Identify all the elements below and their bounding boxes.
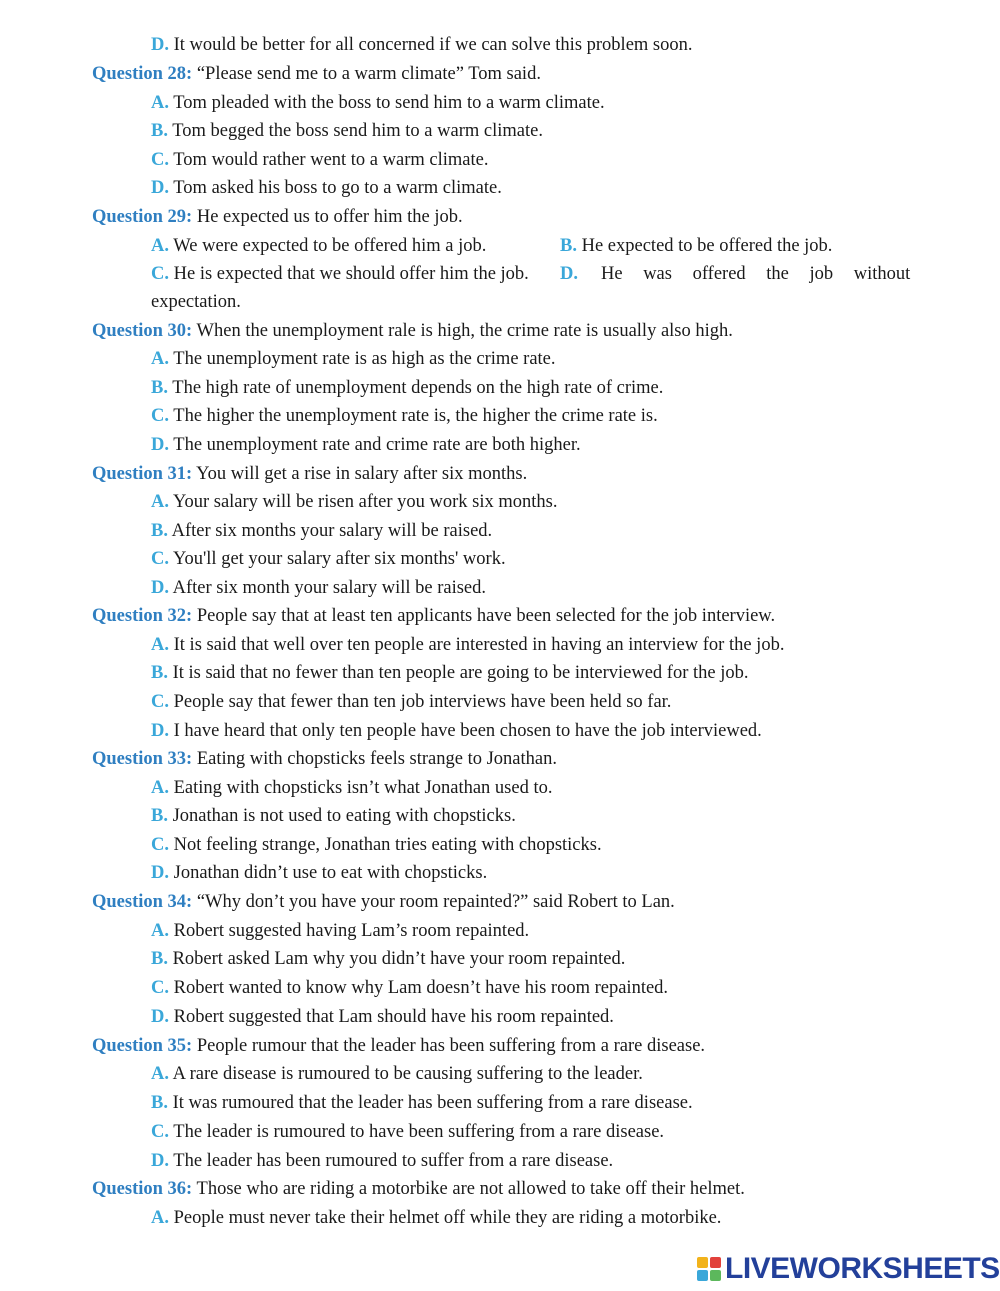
question-text: People rumour that the leader has been suffering from a rare disease.	[196, 1036, 706, 1056]
q34-option-b	[151, 948, 625, 970]
q32-option-a	[151, 634, 784, 656]
q33-option-b	[151, 805, 516, 827]
option-text: Tom begged the boss send him to a warm climate.	[172, 121, 543, 141]
option-text: The high rate of unemployment depends on the high rate of crime.	[172, 378, 664, 398]
q29-option-b	[560, 235, 832, 257]
question-text: You will get a rise in salary after six months.	[196, 464, 528, 484]
option-label: C.	[151, 1122, 169, 1142]
q29-option-c	[151, 263, 529, 285]
option-text: Jonathan is not used to eating with chopsticks.	[172, 806, 516, 826]
option-text: Not feeling strange, Jonathan tries eating with chopsticks.	[173, 835, 602, 855]
question-30	[92, 320, 733, 342]
option-label: C.	[151, 692, 169, 712]
option-text: He expected to be offered the job.	[581, 236, 833, 256]
option-text: Tom would rather went to a warm climate.	[173, 150, 489, 170]
q30-option-c	[151, 405, 658, 427]
option-label: A.	[151, 236, 169, 256]
option-label: B.	[151, 121, 168, 141]
option-text-continued: expectation.	[151, 292, 241, 312]
question-text: Eating with chopsticks feels strange to Jonathan.	[196, 749, 557, 769]
question-35	[92, 1035, 705, 1057]
question-label: Question 34:	[92, 892, 193, 912]
option-text: Robert wanted to know why Lam doesn’t have his room repainted.	[173, 978, 669, 998]
q29-option-d	[560, 263, 911, 285]
question-label: Question 35:	[92, 1036, 193, 1056]
q30-option-b	[151, 377, 663, 399]
q36-option-a	[151, 1207, 721, 1229]
option-label: A.	[151, 349, 169, 369]
option-label: D.	[151, 435, 169, 455]
q28-option-b	[151, 120, 543, 142]
question-text: “Why don’t you have your room repainted?” said Robert to Lan.	[196, 892, 675, 912]
question-label: Question 36:	[92, 1179, 193, 1199]
option-label: A.	[151, 635, 169, 655]
q32-option-d	[151, 720, 762, 742]
option-label: B.	[151, 521, 168, 541]
option-label: B.	[151, 378, 168, 398]
q30-option-a	[151, 348, 556, 370]
question-text: When the unemployment rale is high, the crime rate is usually also high.	[196, 321, 733, 341]
question-text: People say that at least ten applicants have been selected for the job interview.	[196, 606, 776, 626]
option-text: Robert suggested that Lam should have his room repainted.	[173, 1007, 614, 1027]
option-text: You'll get your salary after six months' work.	[172, 549, 506, 569]
question-text: He expected us to offer him the job.	[196, 207, 463, 227]
option-text: We were expected to be offered him a job.	[173, 236, 487, 256]
q33-option-d	[151, 862, 487, 884]
q35-option-b	[151, 1092, 693, 1114]
option-text: The leader has been rumoured to suffer from a rare disease.	[173, 1151, 614, 1171]
option-label: D.	[151, 1151, 169, 1171]
q30-option-d	[151, 434, 581, 456]
question-label: Question 31:	[92, 464, 193, 484]
option-text: The unemployment rate and crime rate are both higher.	[173, 435, 581, 455]
question-text: “Please send me to a warm climate” Tom said.	[196, 64, 541, 84]
logo-block	[697, 1257, 708, 1268]
option-label: C.	[151, 835, 169, 855]
question-34	[92, 891, 675, 913]
option-label: D.	[560, 264, 578, 284]
option-label: A.	[151, 93, 169, 113]
option-text: After six months your salary will be raised.	[171, 521, 493, 541]
question-31	[92, 463, 527, 485]
question-label: Question 30:	[92, 321, 193, 341]
option-text: It would be better for all concerned if we can solve this problem soon.	[173, 35, 693, 55]
option-label: D.	[151, 578, 169, 598]
question-label: Question 32:	[92, 606, 193, 626]
logo-blocks-icon	[697, 1257, 721, 1281]
q31-option-b	[151, 520, 492, 542]
option-text: Robert asked Lam why you didn’t have your room repainted.	[172, 949, 626, 969]
q35-option-d	[151, 1150, 613, 1172]
option-label: C.	[151, 264, 169, 284]
question-32	[92, 605, 775, 627]
question-29	[92, 206, 463, 228]
option-text: He is expected that we should offer him the job.	[173, 264, 529, 284]
q28-option-a	[151, 92, 605, 114]
option-label: C.	[151, 406, 169, 426]
option-text: Eating with chopsticks isn’t what Jonathan used to.	[173, 778, 553, 798]
option-label: A.	[151, 1208, 169, 1228]
logo-block	[710, 1270, 721, 1281]
option-text: It was rumoured that the leader has been suffering from a rare disease.	[172, 1093, 693, 1113]
q31-option-c	[151, 548, 506, 570]
option-label: D.	[151, 35, 169, 55]
option-label: A.	[151, 492, 169, 512]
option-label: C.	[151, 150, 169, 170]
q32-option-c	[151, 691, 671, 713]
option-label: B.	[151, 949, 168, 969]
option-label: C.	[151, 978, 169, 998]
question-28	[92, 63, 541, 85]
option-text: Tom asked his boss to go to a warm climate.	[173, 178, 502, 198]
question-36	[92, 1178, 745, 1200]
q35-option-c	[151, 1121, 664, 1143]
option-label: D.	[151, 721, 169, 741]
logo-block	[697, 1270, 708, 1281]
q34-option-a	[151, 920, 529, 942]
option-text: Your salary will be risen after you work six months.	[172, 492, 558, 512]
option-text: He was offered the job without	[601, 264, 911, 284]
option-label: D.	[151, 1007, 169, 1027]
option-text: It is said that well over ten people are interested in having an interview for the job.	[173, 635, 785, 655]
q28-option-c	[151, 149, 488, 171]
option-label: A.	[151, 778, 169, 798]
q32-option-b	[151, 662, 748, 684]
option-text: Robert suggested having Lam’s room repainted.	[173, 921, 530, 941]
q29-option-d-wrap	[151, 291, 241, 313]
q31-option-d	[151, 577, 486, 599]
option-label: B.	[151, 1093, 168, 1113]
option-text: It is said that no fewer than ten people are going to be interviewed for the job.	[172, 663, 749, 683]
option-text-justified	[601, 263, 911, 285]
option-text: The higher the unemployment rate is, the higher the crime rate is.	[173, 406, 658, 426]
option-text: After six month your salary will be raised.	[172, 578, 487, 598]
question-label: Question 28:	[92, 64, 193, 84]
option-label: A.	[151, 921, 169, 941]
q33-option-c	[151, 834, 602, 856]
option-text: I have heard that only ten people have been chosen to have the job interviewed.	[173, 721, 762, 741]
question-33	[92, 748, 557, 770]
option-label: A.	[151, 1064, 169, 1084]
option-text: People say that fewer than ten job interviews have been held so far.	[173, 692, 672, 712]
liveworksheets-logo[interactable]	[697, 1252, 1000, 1286]
option-text: Jonathan didn’t use to eat with chopsticks.	[173, 863, 488, 883]
logo-text: LIVEWORKSHEETS	[725, 1252, 1000, 1285]
option-label: B.	[151, 663, 168, 683]
q34-option-d	[151, 1006, 614, 1028]
option-d-prev	[151, 34, 693, 56]
option-label: B.	[151, 806, 168, 826]
option-label: C.	[151, 549, 169, 569]
option-text: The leader is rumoured to have been suffering from a rare disease.	[173, 1122, 665, 1142]
question-label: Question 33:	[92, 749, 193, 769]
option-text: The unemployment rate is as high as the crime rate.	[173, 349, 556, 369]
q33-option-a	[151, 777, 553, 799]
q34-option-c	[151, 977, 668, 999]
option-text: Tom pleaded with the boss to send him to a warm climate.	[173, 93, 605, 113]
q31-option-a	[151, 491, 557, 513]
option-label: D.	[151, 863, 169, 883]
q35-option-a	[151, 1063, 643, 1085]
logo-block	[710, 1257, 721, 1268]
option-text: A rare disease is rumoured to be causing suffering to the leader.	[172, 1064, 643, 1084]
option-label: D.	[151, 178, 169, 198]
question-label: Question 29:	[92, 207, 193, 227]
question-text: Those who are riding a motorbike are not allowed to take off their helmet.	[196, 1179, 745, 1199]
q28-option-d	[151, 177, 502, 199]
q29-option-a	[151, 235, 486, 257]
option-text: People must never take their helmet off while they are riding a motorbike.	[173, 1208, 722, 1228]
option-label: B.	[560, 236, 577, 256]
